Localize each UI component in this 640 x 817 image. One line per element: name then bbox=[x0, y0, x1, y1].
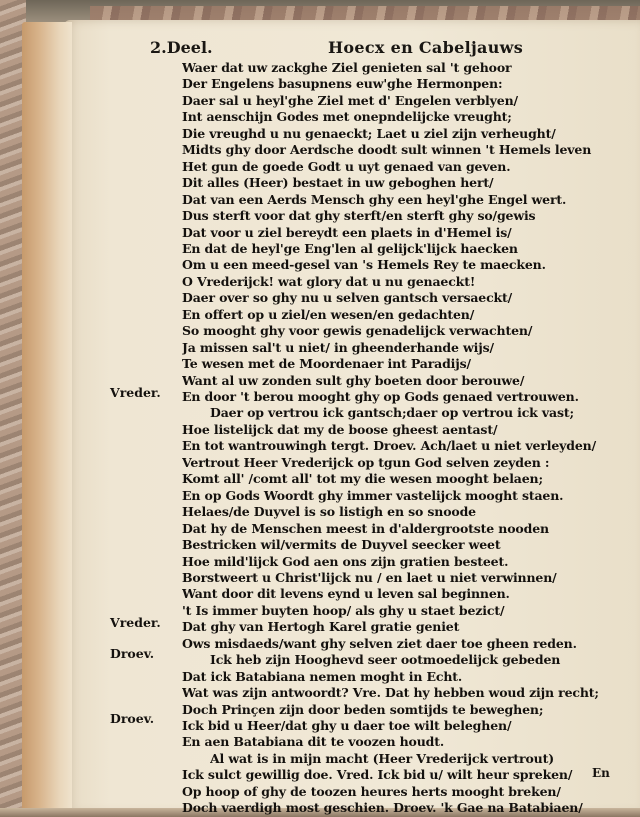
verse-line: Want door dit levens eynd u leven sal beginnen. bbox=[182, 586, 510, 601]
verse-line: Het gun de goede Godt u uyt genaed van geven. bbox=[182, 159, 511, 174]
verse-line: Dat van een Aerds Mensch ghy een heyl'ghe Engel wert. bbox=[182, 192, 567, 207]
verse-line: Wat was zijn antwoordt? Vre. Dat hy hebben woud zijn recht; bbox=[182, 685, 599, 700]
verse-line: En dat de heyl'ge Eng'len al gelijck'lijck haecken bbox=[182, 241, 518, 256]
verse-line: Midts ghy door Aerdsche doodt sult winnen 't Hemels leven bbox=[182, 142, 592, 157]
verse-line: Hoe listelijck dat my de boose gheest aentast/ bbox=[182, 422, 498, 437]
verse-line: Want al uw zonden sult ghy boeten door berouwe/ bbox=[182, 373, 525, 388]
verse-line: Dat hy de Menschen meest in d'aldergrootste nooden bbox=[182, 521, 549, 536]
verse-line: Helaes/de Duyvel is so listigh en so snoode bbox=[182, 504, 476, 519]
verse-line: Dat ick Batabiana nemen moght in Echt. bbox=[182, 669, 463, 684]
verse-line: Ick bid u Heer/dat ghy u daer toe wilt beleghen/ bbox=[182, 718, 512, 733]
speaker-label: Vreder. bbox=[110, 385, 161, 400]
verse-line: En door 't berou mooght ghy op Gods genaed vertrouwen. bbox=[182, 389, 579, 404]
verse-line: Der Engelens basupnens euw'ghe Hermonpen: bbox=[182, 76, 503, 91]
verse-line: En offert op u ziel/en wesen/en gedachten/ bbox=[182, 307, 475, 322]
verse-line: Borstweert u Christ'lijck nu / en laet u niet verwinnen/ bbox=[182, 570, 557, 585]
verse-line: Al wat is in mijn macht (Heer Vrederijck vertrout) bbox=[210, 751, 554, 766]
verse-line: Daer sal u heyl'ghe Ziel met d' Engelen verblyen/ bbox=[182, 93, 518, 108]
verse-line: Dus sterft voor dat ghy sterft/en sterft ghy so/gewis bbox=[182, 208, 536, 223]
verse-line: Ja missen sal't u niet/ in gheenderhande wijs/ bbox=[182, 340, 494, 355]
verse-line: O Vrederijck! wat glory dat u nu genaeckt! bbox=[182, 274, 476, 289]
verse-line: En tot wantrouwingh tergt. Droev. Ach/laet u niet verleyden/ bbox=[182, 438, 597, 453]
verse-line: Dit alles (Heer) bestaet in uw geboghen hert/ bbox=[182, 175, 494, 190]
verse-line: Om u een meed-gesel van 's Hemels Rey te maecken. bbox=[182, 257, 546, 272]
speaker-label: Droev. bbox=[110, 646, 155, 661]
speaker-label: Droev. bbox=[110, 711, 155, 726]
verse-line: Doch Prinçen zijn door beden somtijds te beweghen; bbox=[182, 702, 544, 717]
verse-line: Komt all' /comt all' tot my die wesen mooght belaen; bbox=[182, 471, 543, 486]
verse-line: Dat voor u ziel bereydt een plaets in d'Hemel is/ bbox=[182, 225, 512, 240]
verse-line: En op Gods Woordt ghy immer vastelijck mooght staen. bbox=[182, 488, 564, 503]
verse-line: Op hoop of ghy de toozen heures herts mooght breken/ bbox=[182, 784, 561, 799]
verse-line: Vertrout Heer Vrederijck op tgun God selven zeyden : bbox=[182, 455, 550, 470]
verse-line: Ick heb zijn Hooghevd seer ootmoedelijck gebeden bbox=[210, 652, 561, 667]
verse-line: Daer over so ghy nu u selven gantsch versaeckt/ bbox=[182, 290, 513, 305]
verse-line: Die vreughd u nu genaeckt; Laet u ziel zijn verheught/ bbox=[182, 126, 556, 141]
verse-line: Ows misdaeds/want ghy selven ziet daer toe gheen reden. bbox=[182, 636, 577, 651]
speaker-label: Vreder. bbox=[110, 615, 161, 630]
page-title: Hoecx en Cabeljauws bbox=[328, 38, 524, 57]
verse-line: So mooght ghy voor gewis genadelijck verwachten/ bbox=[182, 323, 533, 338]
verse-line: Doch vaerdigh most geschien. Droev. 'k Gae na Batabiaen/ bbox=[182, 800, 583, 815]
verse-line: En aen Batabiana dit te voozen houdt. bbox=[182, 734, 445, 749]
verse-line: Bestricken wil/vermits de Duyvel seecker weet bbox=[182, 537, 501, 552]
verse-line: Int aenschijn Godes met onepndelijcke vreught; bbox=[182, 109, 512, 124]
verse-line: Ick sulct gewillig doe. Vred. Ick bid u/ wilt heur spreken/ bbox=[182, 767, 573, 782]
verse-line: Dat ghy van Hertogh Karel gratie geniet bbox=[182, 619, 460, 634]
verse-line: Daer op vertrou ick gantsch;daer op vertrou ick vast; bbox=[210, 405, 574, 420]
catchword: En bbox=[592, 766, 610, 780]
page-gutter bbox=[22, 22, 72, 812]
verse-line: 't Is immer buyten hoop/ als ghy u staet bezict/ bbox=[182, 603, 505, 618]
running-header bbox=[150, 38, 620, 60]
verse-line: Waer dat uw zackghe Ziel genieten sal 't gehoor bbox=[182, 60, 512, 75]
part-number: 2.Deel. bbox=[150, 38, 213, 57]
verse-line: Hoe mild'lijck God aen ons zijn gratien besteet. bbox=[182, 554, 509, 569]
verse-line: Te wesen met de Moordenaer int Paradijs/ bbox=[182, 356, 471, 371]
